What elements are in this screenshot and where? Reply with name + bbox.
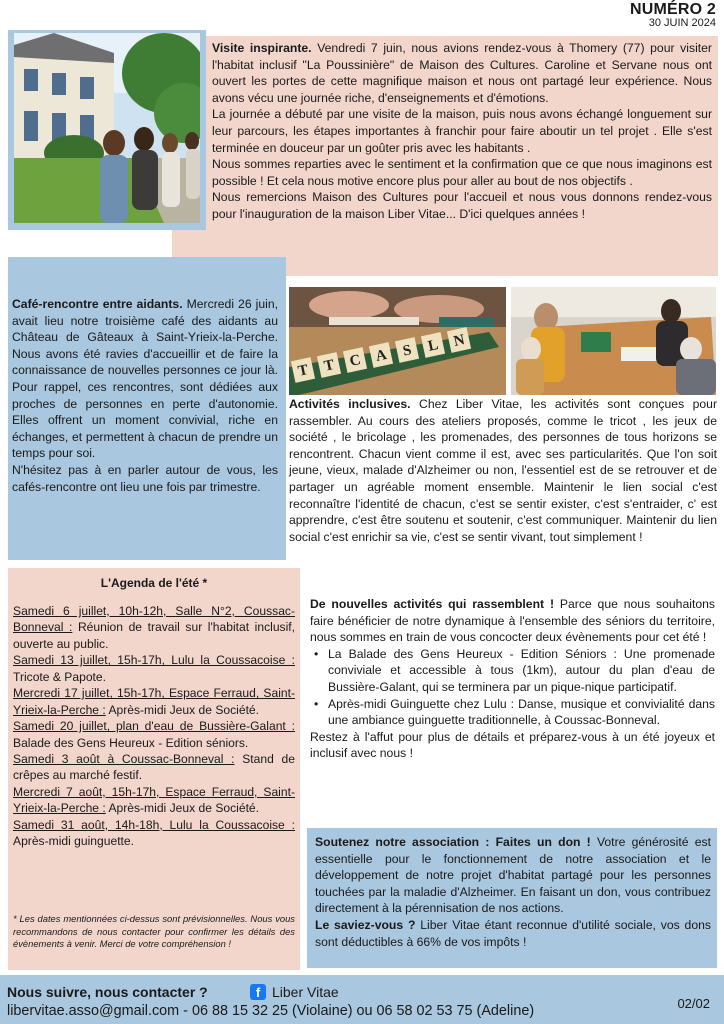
- agenda-item-when: Mercredi 7 août, 15h-17h, Espace Ferraud, Saint-Yrieix-la-Perche :: [13, 784, 295, 816]
- cafe-article: [12, 296, 278, 495]
- agenda-item: [13, 751, 295, 784]
- agenda-item: [13, 817, 295, 850]
- agenda-item-when: Samedi 31 août, 14h-18h, Lulu la Coussacoise :: [13, 817, 295, 832]
- follow-heading: Nous suivre, nous contacter ?: [7, 984, 208, 1000]
- visite-paragraph-4: Nous remercions Maison des Cultures pour l'accueil et nous vous donnons rendez-vous pour l'inauguration de la maison Liber Vitae... D'ici quelques années !: [212, 190, 712, 221]
- nouvelles-intro: Parce que nous souhaitons faire bénéficier de notre dynamique à l'ensemble des séniors du territoire, nous sommes en train de vous concocter deux évènements pour cet été !: [310, 597, 715, 645]
- inclusives-article: [289, 396, 717, 545]
- agenda-item-when: Samedi 3 août à Coussac-Bonneval :: [13, 751, 235, 766]
- agenda-item-what: Après-midi Jeux de Société.: [105, 702, 260, 717]
- visite-article: [212, 40, 712, 223]
- nouvelles-title: De nouvelles activités qui rassemblent !: [310, 597, 554, 611]
- cafe-title: Café-rencontre entre aidants.: [12, 297, 183, 311]
- nouvelles-list: [310, 646, 715, 729]
- scrabble-photo: [289, 287, 506, 395]
- page-number: 02/02: [677, 996, 710, 1011]
- scrabble-tile-letter: S: [401, 342, 413, 360]
- saviez-body: Liber Vitae étant reconnue d'utilité sociale, vos dons sont déductibles à 66% de vos impôts !: [315, 917, 711, 949]
- game-table-photo: [511, 287, 716, 395]
- agenda-item-when: Samedi 13 juillet, 15h-17h, Lulu la Coussacoise :: [13, 653, 295, 668]
- agenda-disclaimer: * Les dates mentionnées ci-dessus sont prévisionnelles. Nous vous recommandons de nous contacter pour confirmer les détails des évènements à venir. Merci de votre compréhension !: [13, 913, 295, 950]
- visite-paragraph-1: Vendredi 7 juin, nous avions rendez-vous à Thomery (77) pour visiter l'habitat inclusif "La Poussinière" de Maison des Cultures. Caroline et Servane nous ont ouvert les portes de cette magnifique maison et nous ont partagé leur expérience. Nous avons vécu une journée riche, d'enseignements et d'émotions.: [212, 41, 712, 105]
- issue-number: NUMÉRO 2: [629, 1, 716, 18]
- facebook-icon[interactable]: f: [250, 984, 266, 1000]
- visite-paragraph-3: Nous sommes reparties avec le sentiment et la confirmation que ce que nous imaginons est possible ! Et cela nous motive encore plus pour aller au bout de nos objectifs .: [212, 157, 712, 188]
- nouvelles-bullet: • Après-midi Guinguette chez Lulu : Danse, musique et convivialité dans une ambiance guinguette traditionnelle, à Coussac-Bonneval.: [310, 696, 715, 729]
- cafe-paragraph-1: Mercredi 26 juin, avait lieu notre troisième café des aidants au Château de Gâteaux à Saint-Yrieix-la-Perche. Nous avons été ravies d'accueillir et de faire la connaissance de nouvelles personnes ce jour là. Pour rappel, ces rencontres, sont dédiées aux proches de personnes en perte d'autonomie. Elles offrent un moment convivial, riche en échanges, et permettent à chacun de prendre un temps pour soi.: [12, 297, 278, 461]
- inclusives-title: Activités inclusives.: [289, 397, 411, 411]
- agenda-list: [13, 603, 295, 850]
- visite-title: Visite inspirante.: [212, 41, 312, 55]
- agenda-item: [13, 652, 295, 685]
- agenda-item: [13, 784, 295, 817]
- don-article: [315, 834, 711, 950]
- scrabble-tile-letter: T: [296, 362, 310, 380]
- nouvelles-bullet: • La Balade des Gens Heureux - Edition Séniors : Une promenade conviviale et accessible à tous (1km), autour du plan d'eau de Bussière-Galant, qui se terminera par un pique-nique participatif.: [310, 646, 715, 696]
- agenda-item-what: Stand de crêpes au marché festif.: [13, 751, 295, 783]
- scrabble-tile-letter: C: [348, 352, 363, 370]
- don-body: Votre générosité est essentielle pour le fonctionnement de notre association et le développement de notre projet d'habitat partagé pour les personnes touchées par la maladie d'Alzheimer. En faisant un don, vous contribuez directement à la pérennisation de nos actions.: [315, 835, 711, 916]
- agenda-item-what: Après-midi guinguette.: [13, 834, 135, 849]
- nouvelles-article: [310, 596, 715, 762]
- contact-info[interactable]: libervitae.asso@gmail.com - 06 88 15 32 25 (Violaine) ou 06 58 02 53 75 (Adeline): [7, 1003, 535, 1019]
- issue-date: 30 JUIN 2024: [648, 17, 716, 29]
- agenda-item: [13, 603, 295, 652]
- scrabble-tile-letter: T: [322, 357, 336, 375]
- agenda-item: [13, 718, 295, 751]
- agenda-item: [13, 685, 295, 718]
- agenda-item-when: Mercredi 17 juillet, 15h-17h, Espace Ferraud, Saint-Yrieix-la-Perche :: [13, 686, 295, 717]
- scrabble-tile-letter: A: [374, 347, 389, 365]
- scrabble-tile-letter: N: [452, 332, 467, 350]
- scrabble-tile-letter: L: [426, 337, 440, 355]
- house-visit-photo: [14, 33, 200, 223]
- agenda-item-what: Après-midi Jeux de Société.: [105, 801, 260, 816]
- facebook-page-link[interactable]: Liber Vitae: [272, 984, 339, 1000]
- agenda-item-what: Réunion de travail sur l'habitat inclusif, ouverte au public.: [13, 620, 296, 651]
- don-title: Soutenez notre association : Faites un don !: [315, 835, 591, 849]
- inclusives-body: Chez Liber Vitae, les activités sont conçues pour rassembler. Au cours des ateliers proposés, comme le tricot , les jeux de société , le bricolage , les promenades, des personnes de tous horizons se rencontrent. Chacun vient comme il est, avec ses particularités. Que l'on soit jeune, vieux, malade d'Alzheimer ou non, l'essentiel est de se retrouver et de partager un agréable moment ensemble. Maintenir le lien social c'est reconnaître l'identité de chacun, c'est se sentir exister, c'est s'entraider, c' est apprendre, c'est être soutenu et soutenir, c'est communiquer. Maintenir du lien social c'est enrichir sa vie, c'est se sentir vivant, tout simplement !: [289, 397, 718, 544]
- agenda-item-what: Tricote & Papote.: [13, 669, 106, 684]
- agenda-item-when: Samedi 6 juillet, 10h-12h, Salle N°2, Coussac-Bonneval :: [13, 604, 295, 635]
- agenda-item-what: Balade des Gens Heureux - Edition séniors.: [13, 735, 249, 750]
- saviez-title: Le saviez-vous ?: [315, 917, 416, 932]
- agenda-title: L'Agenda de l'été *: [100, 576, 208, 590]
- agenda-item-when: Samedi 20 juillet, plan d'eau de Bussière-Galant :: [13, 719, 295, 734]
- nouvelles-outro: Restez à l'affut pour plus de détails et préparez-vous à un été joyeux et inclusif avec nous !: [310, 729, 715, 761]
- visite-paragraph-2: La journée a débuté par une visite de la maison, puis nous avons échangé longuement sur leur parcours, les étapes importantes à franchir pour faire aboutir un tel projet . Elle s'est terminée en douceur par un goûter pris avec les habitants .: [212, 107, 712, 155]
- cafe-paragraph-2: N'hésitez pas à en parler autour de vous, les cafés-rencontre ont lieu une fois par trimestre.: [12, 462, 278, 494]
